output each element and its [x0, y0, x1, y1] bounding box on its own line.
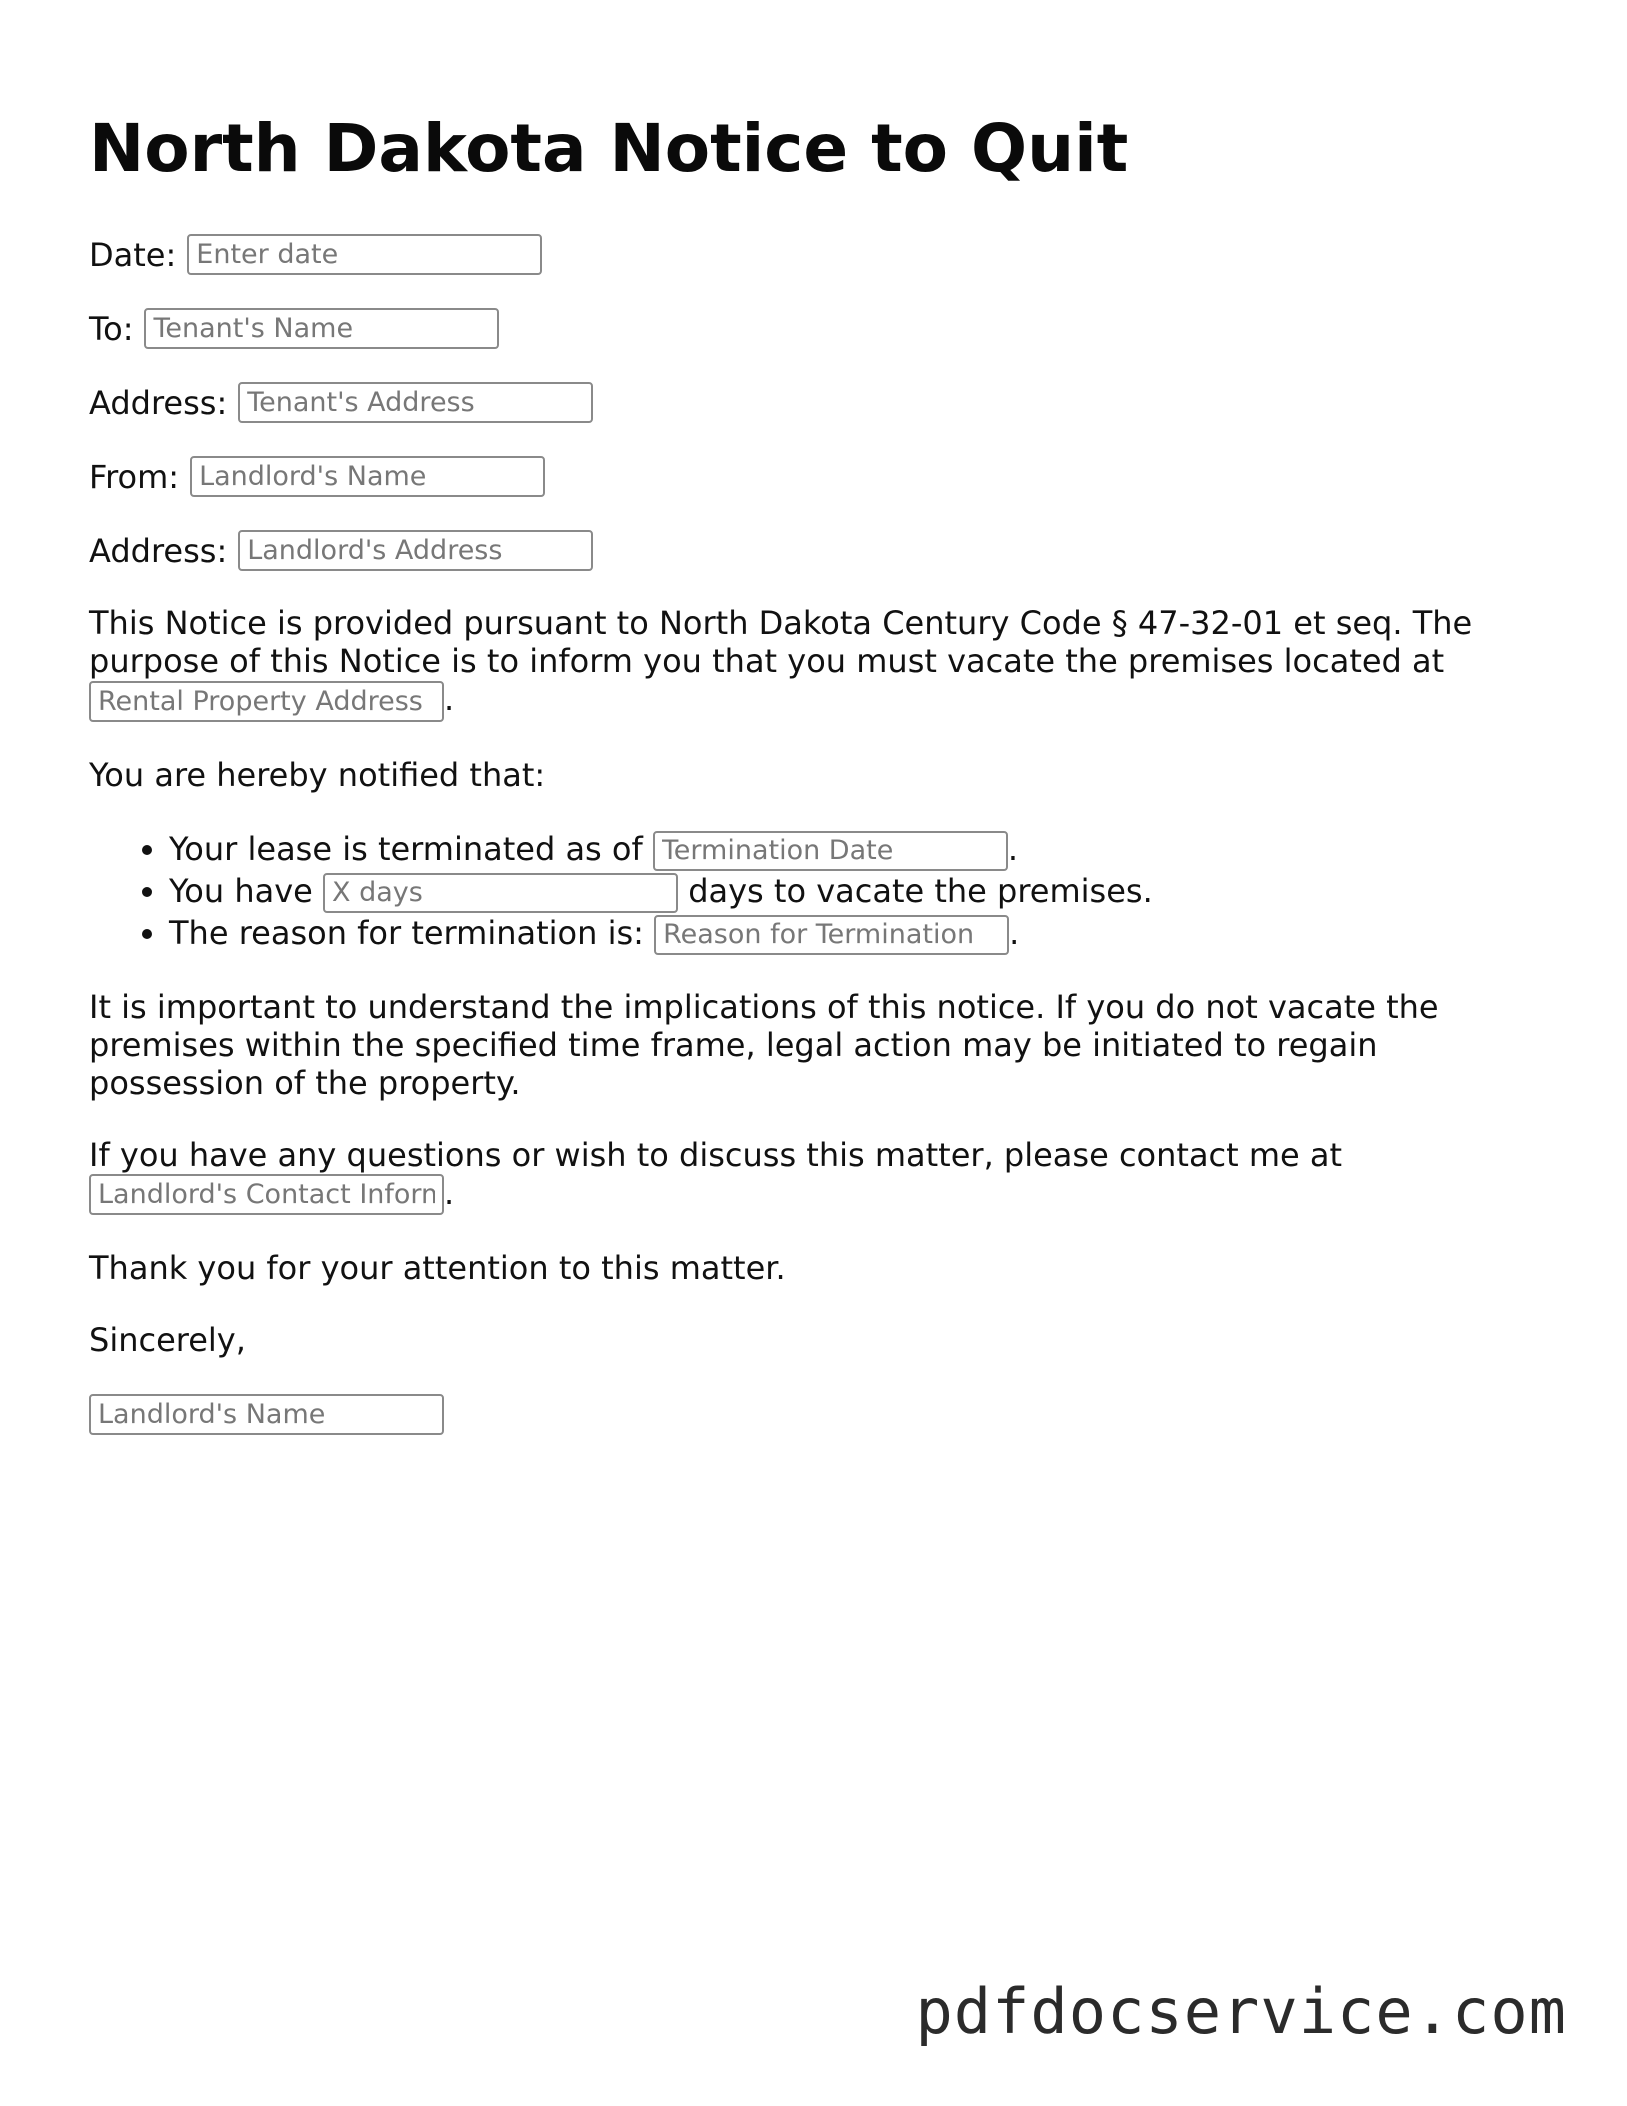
tenant-address-input[interactable]	[238, 382, 593, 423]
notice-document	[89, 100, 1489, 1435]
thanks-paragraph: Thank you for your attention to this matter.	[89, 1249, 786, 1287]
intro-text: This Notice is provided pursuant to North Dakota Century Code § 47-32-01 et seq. The purpose of this Notice is to inform you that you must vacate the premises located at	[89, 604, 1473, 680]
days-text: You have	[169, 871, 313, 910]
list-item-reason	[169, 912, 1489, 954]
termination-text: Your lease is terminated as of	[169, 829, 643, 868]
days-input[interactable]	[323, 873, 678, 913]
contact-paragraph	[89, 1136, 1489, 1216]
reason-text: The reason for termination is:	[169, 913, 644, 952]
tenant-address-label: Address:	[89, 383, 228, 422]
date-label: Date:	[89, 235, 177, 274]
days-end: days to vacate the premises.	[688, 871, 1153, 910]
landlord-address-input[interactable]	[238, 530, 593, 571]
from-label: From:	[89, 457, 180, 496]
reason-end: .	[1009, 913, 1020, 952]
date-row	[89, 234, 1489, 275]
landlord-name-input[interactable]	[190, 456, 545, 497]
contact-text: If you have any questions or wish to discuss this matter, please contact me at	[89, 1135, 1343, 1174]
to-row	[89, 308, 1489, 349]
landlord-contact-input[interactable]	[89, 1174, 444, 1215]
signature-name-input[interactable]	[89, 1394, 444, 1435]
to-label: To:	[89, 309, 134, 348]
notified-heading: You are hereby notified that:	[89, 755, 546, 794]
watermark: pdfdocservice.com	[915, 1975, 1567, 2048]
intro-end: .	[444, 680, 455, 718]
list-item-termination	[169, 828, 1489, 870]
tenant-name-input[interactable]	[144, 308, 499, 349]
signature-row	[89, 1393, 1489, 1435]
terms-list	[89, 828, 1489, 954]
implications-paragraph: It is important to understand the implications of this notice. If you do not vacate the premises within the specified time frame, legal action may be initiated to regain possession of the property.	[89, 987, 1439, 1102]
termination-end: .	[1007, 829, 1019, 868]
tenant-address-row	[89, 382, 1489, 423]
page-title: North Dakota Notice to Quit	[89, 110, 1129, 187]
landlord-address-row	[89, 530, 1489, 571]
rental-property-address-input[interactable]	[89, 681, 444, 722]
termination-date-input[interactable]	[653, 831, 1008, 871]
termination-reason-input[interactable]	[654, 915, 1009, 955]
contact-end: .	[444, 1173, 455, 1212]
closing-text: Sincerely,	[89, 1321, 246, 1359]
intro-paragraph	[89, 604, 1489, 722]
list-item-days	[169, 870, 1489, 912]
landlord-address-label: Address:	[89, 531, 228, 570]
from-row	[89, 456, 1489, 497]
date-input[interactable]	[187, 234, 542, 275]
